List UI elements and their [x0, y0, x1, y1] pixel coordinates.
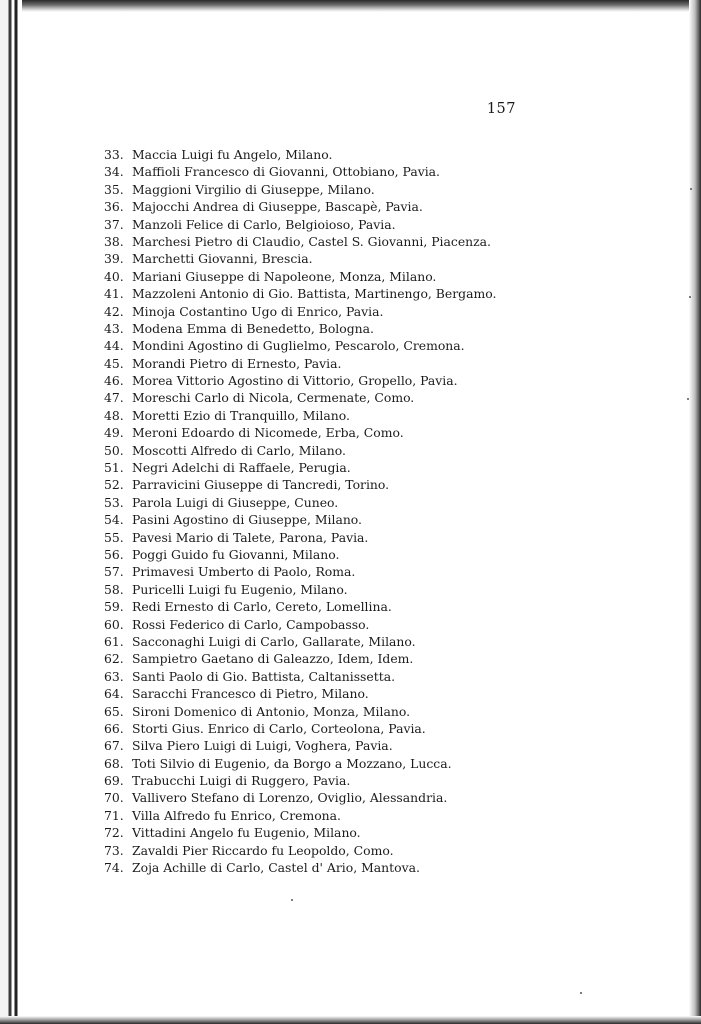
entry-number: 37. — [104, 216, 124, 232]
entry-number: 53. — [104, 494, 124, 510]
entry-text: Moscotti Alfredo di Carlo, Milano. — [132, 442, 346, 458]
list-item — [104, 824, 574, 841]
scan-right-edge — [689, 0, 701, 1024]
entry-text: Santi Paolo di Gio. Battista, Caltanissetta. — [132, 668, 396, 684]
entry-number: 34. — [104, 164, 124, 180]
entry-text: Moreschi Carlo di Nicola, Cermenate, Como. — [132, 390, 415, 406]
entry-number: 63. — [104, 668, 124, 684]
entry-number: 55. — [104, 529, 124, 545]
list-item — [104, 268, 574, 285]
list-item — [104, 181, 574, 198]
entry-text: Marchesi Pietro di Claudio, Castel S. Giovanni, Piacenza. — [132, 233, 491, 249]
entry-number: 70. — [104, 790, 124, 806]
entry-number: 54. — [104, 512, 124, 528]
entry-number: 52. — [104, 477, 124, 493]
entry-number: 50. — [104, 442, 124, 458]
entry-number: 73. — [104, 842, 124, 858]
entry-list — [104, 146, 574, 876]
entry-text: Parola Luigi di Giuseppe, Cuneo. — [132, 494, 339, 510]
list-item — [104, 389, 574, 406]
entry-number: 33. — [104, 147, 124, 162]
page-number: 157 — [486, 101, 516, 117]
entry-text: Minoja Costantino Ugo di Enrico, Pavia. — [132, 303, 384, 319]
scan-speck — [291, 899, 293, 901]
list-item — [104, 494, 574, 511]
entry-text: Mazzoleni Antonio di Gio. Battista, Martinengo, Bergamo. — [132, 286, 497, 302]
entry-number: 61. — [104, 633, 124, 649]
entry-text: Zavaldi Pier Riccardo fu Leopoldo, Como. — [132, 842, 394, 858]
entry-text: Saracchi Francesco di Pietro, Milano. — [132, 686, 369, 702]
entry-number: 45. — [104, 355, 124, 371]
list-item — [104, 563, 574, 580]
entry-number: 48. — [104, 407, 124, 423]
entry-number: 67. — [104, 738, 124, 754]
list-item — [104, 807, 574, 824]
list-item — [104, 285, 574, 302]
entry-text: Negri Adelchi di Raffaele, Perugia. — [132, 460, 351, 476]
list-item — [104, 720, 574, 737]
list-item — [104, 163, 574, 180]
entry-text: Majocchi Andrea di Giuseppe, Bascapè, Pavia. — [132, 199, 423, 215]
entry-text: Puricelli Luigi fu Eugenio, Milano. — [132, 581, 348, 597]
list-item — [104, 424, 574, 441]
entry-number: 69. — [104, 773, 124, 789]
scan-top-edge — [0, 0, 701, 12]
entry-number: 51. — [104, 460, 124, 476]
list-item — [104, 372, 574, 389]
list-item — [104, 511, 574, 528]
entry-text: Silva Piero Luigi di Luigi, Voghera, Pavia. — [132, 738, 393, 754]
entry-number: 40. — [104, 268, 124, 284]
entry-text: Vittadini Angelo fu Eugenio, Milano. — [132, 825, 361, 841]
entry-text: Marchetti Giovanni, Brescia. — [132, 251, 313, 267]
entry-text: Poggi Guido fu Giovanni, Milano. — [132, 546, 340, 562]
entry-number: 74. — [104, 860, 124, 876]
scan-speck — [580, 992, 582, 994]
entry-number: 64. — [104, 686, 124, 702]
list-item — [104, 859, 574, 876]
list-item — [104, 529, 574, 546]
list-item — [104, 407, 574, 424]
entry-number: 62. — [104, 651, 124, 667]
entry-number: 68. — [104, 755, 124, 771]
entry-number: 35. — [104, 181, 124, 197]
scan-speck — [689, 296, 691, 298]
list-item — [104, 546, 574, 563]
entry-text: Morandi Pietro di Ernesto, Pavia. — [132, 355, 342, 371]
entry-text: Modena Emma di Benedetto, Bologna. — [132, 320, 374, 336]
entry-number: 42. — [104, 303, 124, 319]
entry-number: 72. — [104, 825, 124, 841]
entry-text: Toti Silvio di Eugenio, da Borgo a Mozzano, Lucca. — [132, 755, 452, 771]
entry-number: 41. — [104, 286, 124, 302]
entry-text: Redi Ernesto di Carlo, Cereto, Lomellina. — [132, 599, 392, 615]
entry-text: Meroni Edoardo di Nicomede, Erba, Como. — [132, 425, 404, 441]
entry-number: 71. — [104, 807, 124, 823]
list-item — [104, 250, 574, 267]
list-item — [104, 198, 574, 215]
list-item — [104, 668, 574, 685]
list-item — [104, 703, 574, 720]
scan-speck — [690, 188, 692, 190]
entry-text: Sacconaghi Luigi di Carlo, Gallarate, Milano. — [132, 633, 416, 649]
entry-number: 44. — [104, 338, 124, 354]
entry-number: 43. — [104, 320, 124, 336]
entry-number: 57. — [104, 564, 124, 580]
list-item — [104, 303, 574, 320]
list-item — [104, 772, 574, 789]
list-item — [104, 146, 574, 163]
entry-number: 66. — [104, 720, 124, 736]
entry-text: Pavesi Mario di Talete, Parona, Pavia. — [132, 529, 369, 545]
entry-text: Villa Alfredo fu Enrico, Cremona. — [132, 807, 341, 823]
entry-text: Morea Vittorio Agostino di Vittorio, Gropello, Pavia. — [132, 373, 458, 389]
entry-number: 58. — [104, 581, 124, 597]
entry-text: Moretti Ezio di Tranquillo, Milano. — [132, 407, 350, 423]
list-item — [104, 633, 574, 650]
entry-text: Parravicini Giuseppe di Tancredi, Torino. — [132, 477, 390, 493]
list-item — [104, 650, 574, 667]
list-item — [104, 755, 574, 772]
entry-number: 49. — [104, 425, 124, 441]
entry-text: Mariani Giuseppe di Napoleone, Monza, Milano. — [132, 268, 437, 284]
entry-number: 47. — [104, 390, 124, 406]
list-item — [104, 320, 574, 337]
list-item — [104, 442, 574, 459]
entry-text: Pasini Agostino di Giuseppe, Milano. — [132, 512, 362, 528]
list-item — [104, 337, 574, 354]
entry-number: 38. — [104, 233, 124, 249]
entry-text: Trabucchi Luigi di Ruggero, Pavia. — [132, 773, 351, 789]
entry-text: Primavesi Umberto di Paolo, Roma. — [132, 564, 356, 580]
entry-number: 65. — [104, 703, 124, 719]
list-item — [104, 789, 574, 806]
entry-text: Mondini Agostino di Guglielmo, Pescarolo, Cremona. — [132, 338, 465, 354]
list-item — [104, 476, 574, 493]
scan-speck — [687, 398, 689, 400]
list-item — [104, 581, 574, 598]
entry-text: Maggioni Virgilio di Giuseppe, Milano. — [132, 181, 375, 197]
list-item — [104, 737, 574, 754]
list-item — [104, 616, 574, 633]
entry-number: 46. — [104, 373, 124, 389]
entry-number: 56. — [104, 546, 124, 562]
entry-text: Storti Gius. Enrico di Carlo, Corteolona, Pavia. — [132, 720, 426, 736]
entry-text: Sironi Domenico di Antonio, Monza, Milano. — [132, 703, 411, 719]
list-item — [104, 598, 574, 615]
entry-number: 59. — [104, 599, 124, 615]
entry-text: Sampietro Gaetano di Galeazzo, Idem, Idem. — [132, 651, 414, 667]
list-item — [104, 459, 574, 476]
entry-number: 39. — [104, 251, 124, 267]
scan-left-binding-edge — [0, 0, 22, 1024]
list-item — [104, 216, 574, 233]
list-item — [104, 842, 574, 859]
entry-text: Zoja Achille di Carlo, Castel d' Ario, Mantova. — [132, 860, 420, 876]
entry-number: 36. — [104, 199, 124, 215]
entry-number: 60. — [104, 616, 124, 632]
list-item — [104, 685, 574, 702]
entry-text: Vallivero Stefano di Lorenzo, Oviglio, Alessandria. — [132, 790, 448, 806]
entry-text: Rossi Federico di Carlo, Campobasso. — [132, 616, 370, 632]
list-item — [104, 355, 574, 372]
entry-text: Maffioli Francesco di Giovanni, Ottobiano, Pavia. — [132, 164, 440, 180]
entry-text: Maccia Luigi fu Angelo, Milano. — [132, 147, 333, 162]
scan-bottom-edge — [0, 1016, 701, 1024]
list-item — [104, 233, 574, 250]
entry-text: Manzoli Felice di Carlo, Belgioioso, Pavia. — [132, 216, 396, 232]
